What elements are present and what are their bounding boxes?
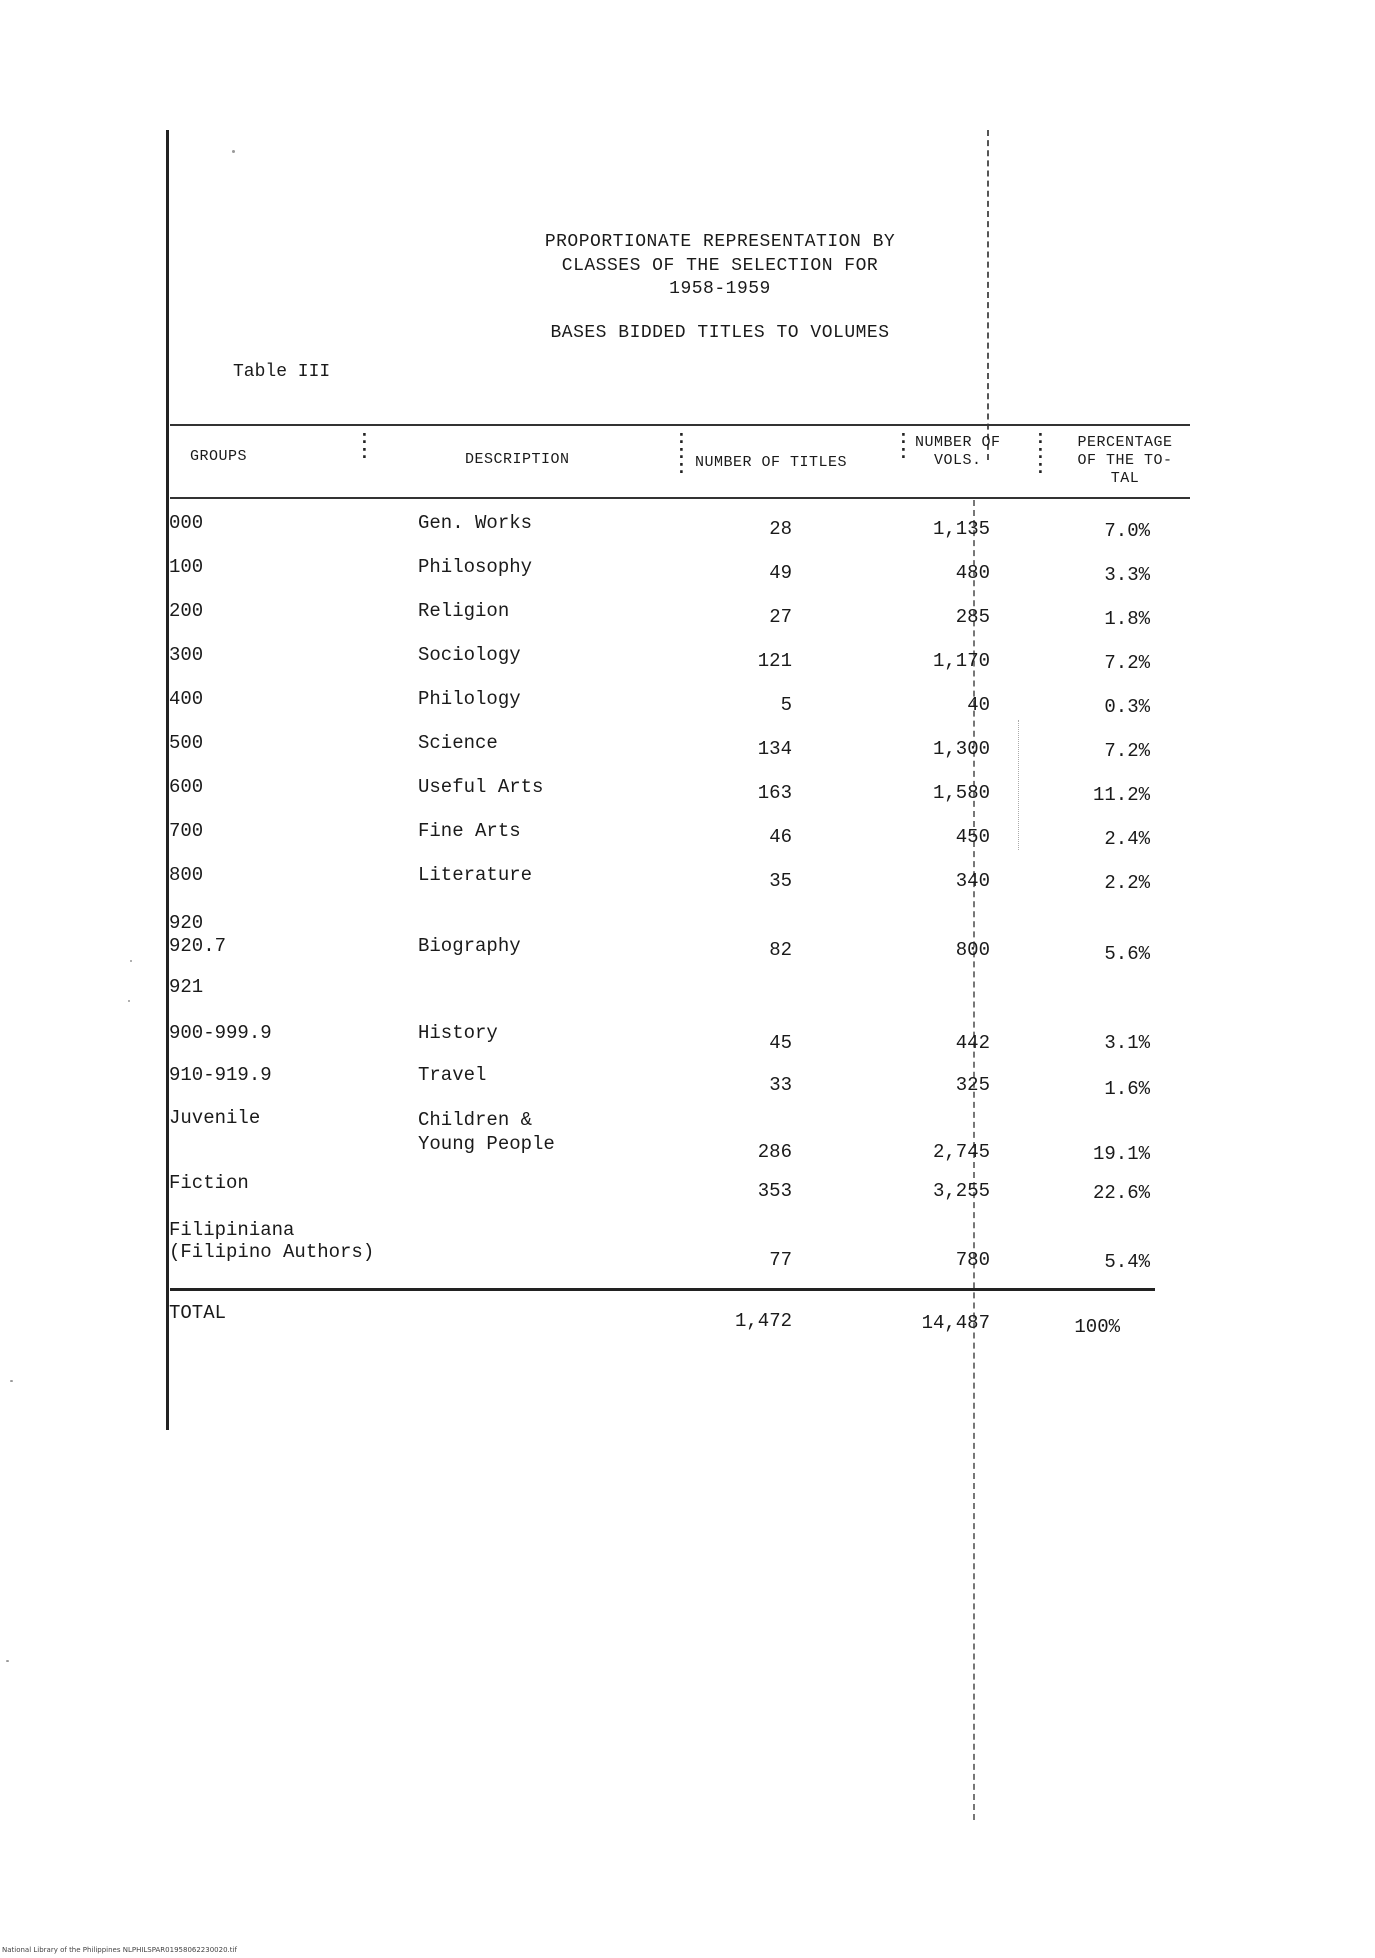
description-cell: Religion: [418, 600, 510, 622]
column-header-percentage: [1060, 434, 1190, 488]
vols-cell: 1,135: [932, 518, 990, 540]
total-label: TOTAL: [169, 1302, 227, 1324]
vols-cell: 40: [967, 694, 990, 716]
group-code: 600: [169, 776, 204, 798]
group-code: 400: [169, 688, 204, 710]
column-header-pct-line2: OF THE TO-: [1077, 452, 1173, 469]
titles-cell: 49: [769, 562, 792, 584]
description-cell: Biography: [418, 935, 521, 957]
group-code: 000: [169, 512, 204, 534]
heading-subtitle: BASES BIDDED TITLES TO VOLUMES: [550, 323, 890, 343]
column-header-pct-line1: PERCENTAGE: [1077, 434, 1173, 451]
titles-cell: 134: [757, 738, 792, 760]
vols-cell: 1,300: [932, 738, 990, 760]
percentage-cell: 1.6%: [1104, 1078, 1150, 1100]
percentage-cell: 3.1%: [1104, 1032, 1150, 1054]
vols-cell: 450: [955, 826, 990, 848]
description-cell-line2: Young People: [418, 1133, 555, 1155]
vols-cell: 3,255: [932, 1180, 990, 1202]
percentage-cell: 7.2%: [1104, 740, 1150, 762]
column-header-vols-line1: NUMBER OF: [915, 434, 1001, 451]
dotted-guide-faint: [1018, 720, 1019, 850]
group-code: 100: [169, 556, 204, 578]
heading-line-1: PROPORTIONATE REPRESENTATION BY: [544, 232, 896, 252]
percentage-cell: 2.4%: [1104, 828, 1150, 850]
description-cell: Useful Arts: [418, 776, 544, 798]
percentage-cell: 3.3%: [1104, 564, 1150, 586]
group-code: 920.7: [169, 935, 227, 957]
group-code: 300: [169, 644, 204, 666]
percentage-cell: 5.4%: [1104, 1251, 1150, 1273]
titles-cell: 163: [757, 782, 792, 804]
heading-line-2: CLASSES OF THE SELECTION FOR: [561, 256, 879, 276]
header-bottom-rule: [170, 497, 1190, 499]
heading-line-3: 1958-1959: [669, 279, 771, 299]
description-cell: Fine Arts: [418, 820, 521, 842]
description-cell-line1: Children &: [418, 1109, 533, 1131]
description-cell: History: [418, 1022, 498, 1044]
scan-speck: [232, 150, 235, 153]
group-code: Fiction: [169, 1172, 249, 1194]
column-header-description: DESCRIPTION: [465, 451, 570, 468]
titles-cell: 82: [769, 939, 792, 961]
column-header-titles: NUMBER OF TITLES: [695, 454, 848, 471]
percentage-cell: 0.3%: [1104, 696, 1150, 718]
titles-cell: 121: [757, 650, 792, 672]
header-separator-mark: : :: [898, 429, 909, 464]
total-titles: 1,472: [734, 1310, 792, 1332]
titles-cell: 286: [757, 1141, 792, 1163]
scan-speck: [6, 1660, 9, 1662]
group-code: 900-999.9: [169, 1022, 272, 1044]
description-cell: Gen. Works: [418, 512, 533, 534]
percentage-cell: 7.2%: [1104, 652, 1150, 674]
group-code: 200: [169, 600, 204, 622]
group-code-line1: Filipiniana: [169, 1219, 295, 1241]
titles-cell: 33: [769, 1074, 792, 1096]
group-code-line2: (Filipino Authors): [169, 1241, 375, 1263]
scan-speck: [10, 1380, 13, 1382]
vols-cell: 285: [955, 606, 990, 628]
scan-speck: [130, 960, 132, 962]
scan-footer: National Library of the Philippines NLPHILSPAR01958062230020.tif: [2, 1946, 237, 1954]
description-cell: Science: [418, 732, 498, 754]
titles-cell: 27: [769, 606, 792, 628]
titles-cell: 353: [757, 1180, 792, 1202]
description-cell: Philology: [418, 688, 521, 710]
percentage-cell: 5.6%: [1104, 943, 1150, 965]
group-code: 910-919.9: [169, 1064, 272, 1086]
vols-cell: 340: [955, 870, 990, 892]
titles-cell: 45: [769, 1032, 792, 1054]
scan-speck: [128, 1000, 130, 1002]
titles-cell: 28: [769, 518, 792, 540]
total-percentage: 100%: [1074, 1316, 1120, 1338]
percentage-cell: 2.2%: [1104, 872, 1150, 894]
titles-cell: 77: [769, 1249, 792, 1271]
table-label: Table III: [233, 362, 331, 382]
group-code: 700: [169, 820, 204, 842]
group-code: 800: [169, 864, 204, 886]
group-code: 500: [169, 732, 204, 754]
vols-cell: 2,745: [932, 1141, 990, 1163]
vols-cell: 480: [955, 562, 990, 584]
percentage-cell: 1.8%: [1104, 608, 1150, 630]
column-header-vols-line2: VOLS.: [934, 452, 982, 469]
header-separator-mark: : :: [359, 429, 370, 464]
percentage-cell: 19.1%: [1092, 1143, 1150, 1165]
vols-cell: 1,170: [932, 650, 990, 672]
percentage-cell: 22.6%: [1092, 1182, 1150, 1204]
vols-cell: 442: [955, 1032, 990, 1054]
titles-cell: 35: [769, 870, 792, 892]
description-cell: Sociology: [418, 644, 521, 666]
percentage-cell: 11.2%: [1092, 784, 1150, 806]
percentage-cell: 7.0%: [1104, 520, 1150, 542]
total-rule: [170, 1288, 1155, 1291]
titles-cell: 5: [780, 694, 792, 716]
column-header-vols: [915, 434, 1001, 470]
vols-cell: 1,580: [932, 782, 990, 804]
column-header-groups: GROUPS: [190, 448, 248, 465]
header-top-rule: [170, 424, 1190, 426]
vols-cell: 780: [955, 1249, 990, 1271]
group-code: Juvenile: [169, 1107, 261, 1129]
description-cell: Literature: [418, 864, 533, 886]
description-cell: Philosophy: [418, 556, 533, 578]
titles-cell: 46: [769, 826, 792, 848]
group-code: 921: [169, 976, 204, 998]
column-header-pct-line3: TAL: [1110, 470, 1140, 487]
header-separator-mark: : : :: [676, 429, 687, 479]
group-code: 920: [169, 912, 204, 934]
description-cell: Travel: [418, 1064, 487, 1086]
vols-cell: 325: [955, 1074, 990, 1096]
total-vols: 14,487: [921, 1312, 990, 1334]
header-separator-mark: : : :: [1035, 429, 1046, 479]
vols-cell: 800: [955, 939, 990, 961]
